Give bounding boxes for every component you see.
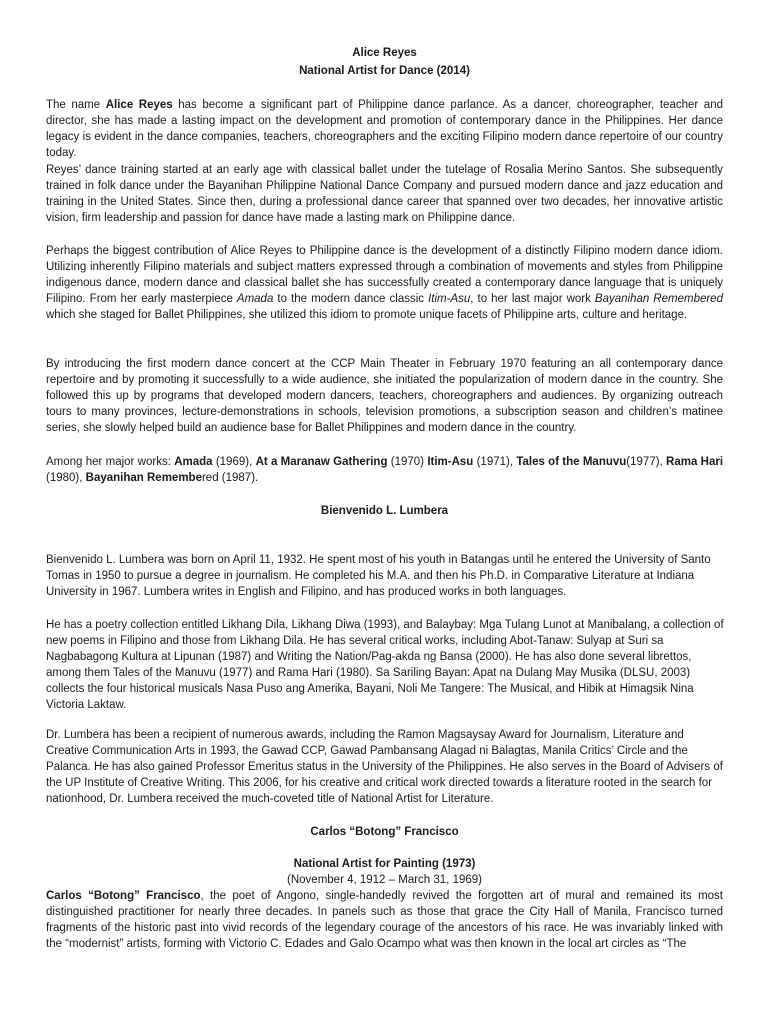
lumbera-paragraph-3: Dr. Lumbera has been a recipient of numerous awards, including the Ramon Magsaysay Award for Journalism, Literature and Creative Communication Arts in 1993, the Gawad CCP, Gawad Pambansang Alagad ni Balagtas, Manila Critics’ Circle and the Palanca. He has also gained Professor Emeritus status in the University of the Philippines. He also serves in the Board of Advisers of the UP Institute of Creative Writing. This 2006, for his creative and critical work directed towards a literature rooted in the search for nationhood, Dr. Lumbera received the much-coveted title of National Artist for Literature. <box>46 729 723 805</box>
alice-title: Alice Reyes <box>352 47 417 59</box>
lumbera-paragraph-1: Bienvenido L. Lumbera was born on April 11, 1932. He spent most of his youth in Batangas until he entered the University of Santo Tomas in 1950 to pursue a degree in journalism. He completed his M.A. and then his Ph.D. in Comparative Literature at Indiana University in 1967. Lumbera writes in English and Filipino, and has produced works in both languages. <box>46 554 711 598</box>
lumbera-paragraph-2: He has a poetry collection entitled Likhang Dila, Likhang Diwa (1993), and Balaybay: Mga Tulang Lunot at Manibalang, a collection of new poems in Filipino and those from Likhang Dila. He has several critical works, including Abot-Tanaw: Sulyap at Suri sa Nagbabagong Kultura at Lipunan (1987) and Writing the Nation/Pag-akda ng Bansa (2000). He has also done several librettos, among them Tales of the Manuvu (1977) and Rama Hari (1980). Sa Sariling Bayan: Apat na Dulang May Musika (DLSU, 2003) collects the four historical musicals Nasa Puso ang Amerika, Bayani, Noli Me Tangere: The Musical, and Hibik at Himagsik Nina Victoria Laktaw. <box>46 619 724 711</box>
francisco-dates: (November 4, 1912 – March 31, 1969) <box>287 874 482 886</box>
alice-major-works: Among her major works: Amada (1969), At a Maranaw Gathering (1970) Itim-Asu (1971), Tales of the Manuvu(1977), Rama Hari (1980), Bayanihan Remembered (1987). <box>46 456 724 484</box>
francisco-title: Carlos “Botong” Francisco <box>310 826 459 838</box>
alice-paragraph-1: The name Alice Reyes has become a significant part of Philippine dance parlance. As a dancer, choreographer, teacher and director, she has made a lasting impact on the development and promotion of contemporary dance in the Philippines. Her dance legacy is evident in the dance companies, teachers, choreographers and the exciting Filipino modern dance repertoire of our country today. <box>46 99 723 159</box>
francisco-subtitle: National Artist for Painting (1973) <box>293 858 476 870</box>
alice-paragraph-3: Perhaps the biggest contribution of Alice Reyes to Philippine dance is the development of a distinctly Filipino modern dance idiom. Utilizing inherently Filipino materials and subject matters expressed through a combination of movements and styles from Philippine indigenous dance, modern dance and classical ballet she has successfully created a contemporary dance language that is uniquely Filipino. From her early masterpiece Amada to the modern dance classic Itim-Asu, to her last major work Bayanihan Remembered which she staged for Ballet Philippines, she utilized this idiom to promote unique facets of Philippine arts, culture and heritage. <box>46 245 723 321</box>
alice-subtitle: National Artist for Dance (2014) <box>299 65 470 77</box>
alice-paragraph-4: By introducing the first modern dance concert at the CCP Main Theater in February 1970 featuring an all contemporary dance repertoire and by promoting it successfully to a wide audience, she initiated the popularization of modern dance in the country. She followed this up by programs that developed modern dancers, teachers, choreographers and audiences. By organizing outreach tours to many provinces, lecture-demonstrations in schools, television promotions, a subscription season and children’s matinee series, she slowly helped build an audience base for Ballet Philippines and modern dance in the country. <box>46 358 723 434</box>
francisco-paragraph-1: Carlos “Botong” Francisco, the poet of Angono, single-handedly revived the forgotten art of mural and remained its most distinguished practitioner for nearly three decades. In panels such as those that grace the City Hall of Manila, Francisco turned fragments of the historic past into vivid records of the legendary courage of the ancestors of his race. He was invariably linked with the “modernist” artists, forming with Victorio C. Edades and Galo Ocampo what was then known in the local art circles as “The <box>46 890 723 950</box>
lumbera-title: Bienvenido L. Lumbera <box>320 505 449 517</box>
alice-paragraph-2: Reyes’ dance training started at an early age with classical ballet under the tutelage of Rosalia Merino Santos. She subsequently trained in folk dance under the Bayanihan Philippine National Dance Company and pursued modern dance and jazz education and training in the United States. Since then, during a professional dance career that spanned over two decades, her innovative artistic vision, firm leadership and passion for dance have made a lasting mark on Philippine dance. <box>46 164 723 224</box>
